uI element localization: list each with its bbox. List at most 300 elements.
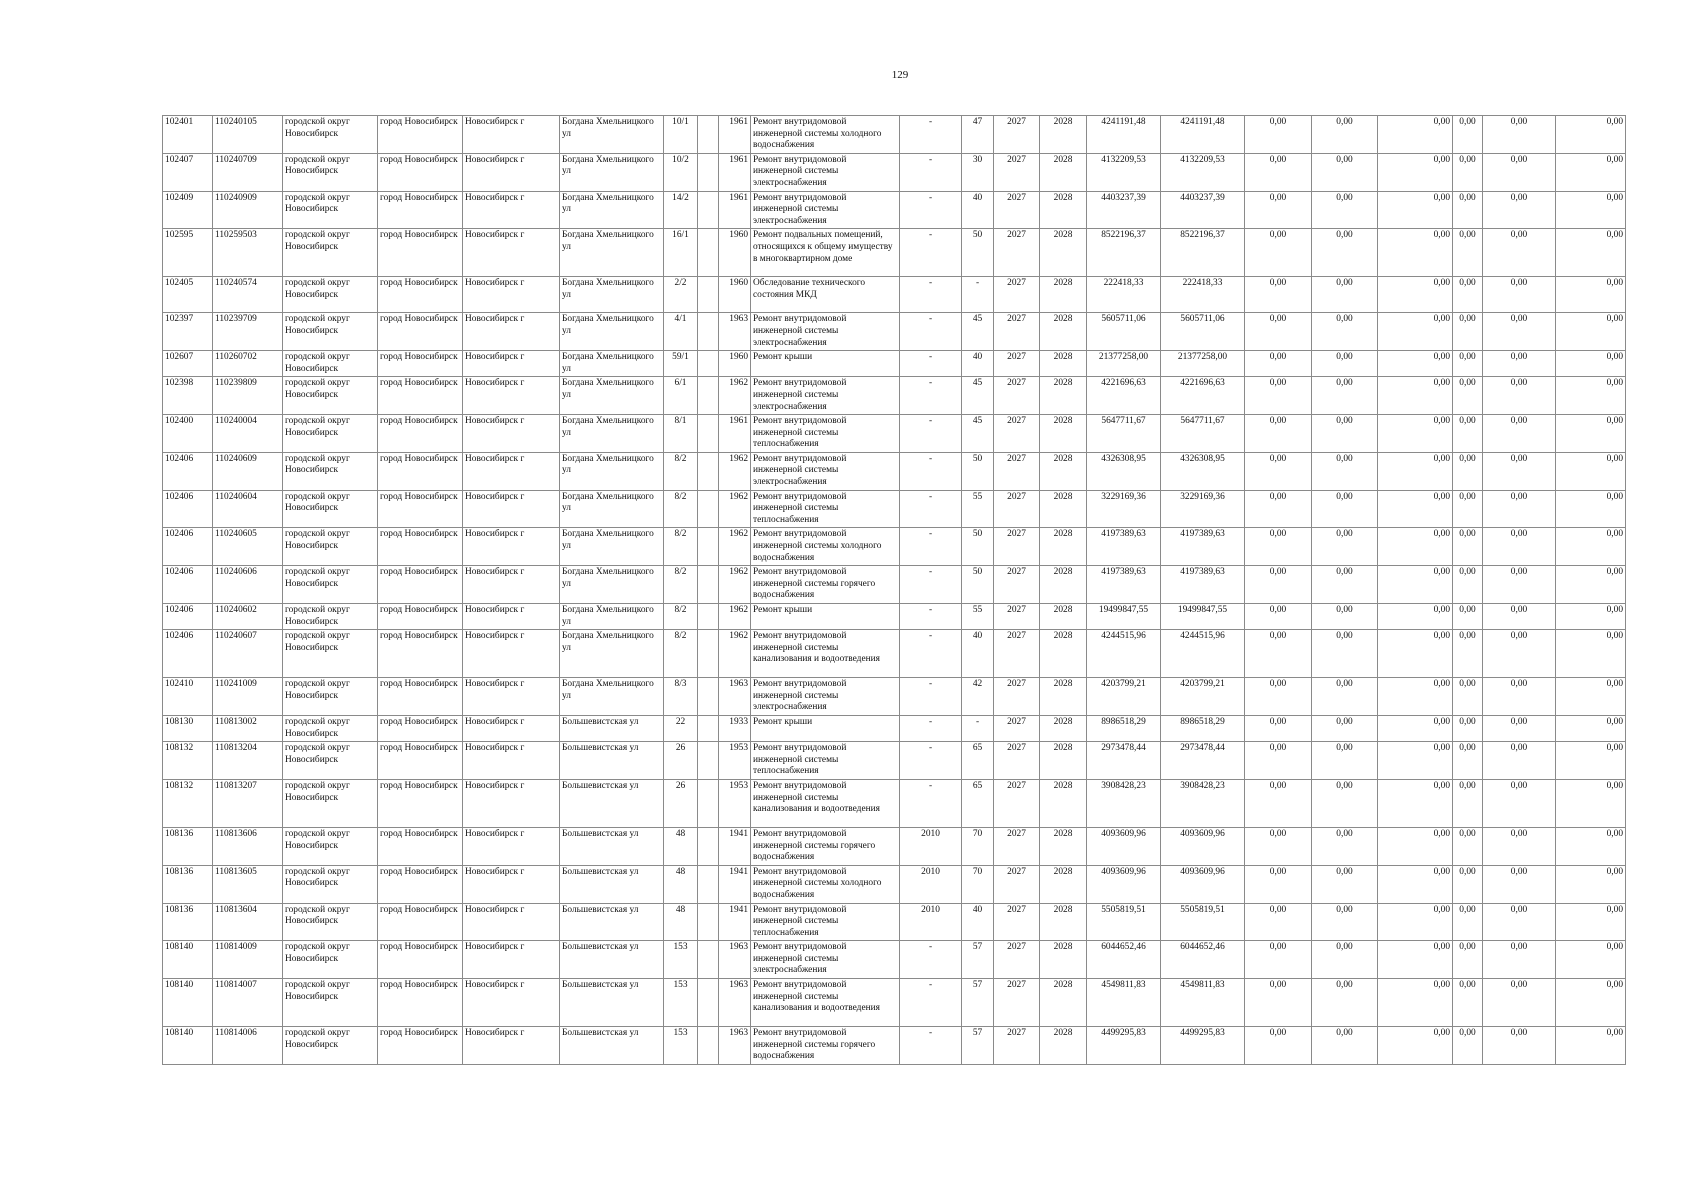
value-cell: 0,00 [1312,191,1378,229]
value-cell: 0,00 [1245,277,1312,313]
value-cell: 0,00 [1483,865,1556,903]
value-cell: 0,00 [1378,116,1453,154]
value-cell: 0,00 [1556,277,1626,313]
extra-cell [698,153,719,191]
value-cell: 0,00 [1245,715,1312,741]
value-cell: 0,00 [1556,742,1626,780]
table-row [163,277,1626,313]
start-year-cell: 2027 [994,604,1040,630]
renovation-year-cell: - [900,742,962,780]
value-cell: 0,00 [1453,678,1483,716]
table-row [163,779,1626,827]
extra-cell [698,865,719,903]
record-code-cell: 110813002 [213,715,283,741]
house-id-cell: 102406 [163,604,213,630]
table-row [163,903,1626,941]
value-cell: 0,00 [1378,490,1453,528]
wear-cell: 45 [962,377,994,415]
house-number-cell: 8/2 [664,604,698,630]
work-type-cell: Ремонт внутридомовой инженерной системы горячего водоснабжения [751,1027,900,1065]
value-cell: 0,00 [1556,229,1626,277]
record-code-cell: 110240607 [213,630,283,678]
extra-cell [698,377,719,415]
wear-cell: 50 [962,452,994,490]
street-cell: Богдана Хмельницкого ул [560,153,664,191]
value-cell: 0,00 [1312,313,1378,351]
house-id-cell: 102400 [163,415,213,453]
value-cell: 0,00 [1245,452,1312,490]
total-cost-cell: 4221696,63 [1087,377,1161,415]
wear-cell: 30 [962,153,994,191]
total-cost-cell: 5605711,06 [1087,313,1161,351]
wear-cell: 42 [962,678,994,716]
value-cell: 0,00 [1378,229,1453,277]
value-cell: 0,00 [1483,277,1556,313]
street-cell: Большевистская ул [560,941,664,979]
work-type-cell: Обследование технического состояния МКД [751,277,900,313]
renovation-year-cell: - [900,490,962,528]
fund-cost-cell: 8522196,37 [1161,229,1245,277]
value-cell: 0,00 [1453,351,1483,377]
value-cell: 0,00 [1378,191,1453,229]
house-number-cell: 153 [664,941,698,979]
work-type-cell: Ремонт внутридомовой инженерной системы электроснабжения [751,678,900,716]
locality-cell: Новосибирск г [463,604,560,630]
total-cost-cell: 6044652,46 [1087,941,1161,979]
end-year-cell: 2028 [1040,865,1087,903]
value-cell: 0,00 [1378,865,1453,903]
district-cell: городской округ Новосибирск [283,351,378,377]
build-year-cell: 1963 [719,1027,751,1065]
record-code-cell: 110240909 [213,191,283,229]
table-row [163,153,1626,191]
district-cell: городской округ Новосибирск [283,277,378,313]
start-year-cell: 2027 [994,452,1040,490]
work-type-cell: Ремонт внутридомовой инженерной системы теплоснабжения [751,415,900,453]
build-year-cell: 1953 [719,779,751,827]
extra-cell [698,191,719,229]
extra-cell [698,715,719,741]
value-cell: 0,00 [1453,979,1483,1027]
value-cell: 0,00 [1483,827,1556,865]
city-cell: город Новосибирск [378,903,463,941]
house-number-cell: 8/2 [664,630,698,678]
street-cell: Большевистская ул [560,903,664,941]
value-cell: 0,00 [1312,630,1378,678]
value-cell: 0,00 [1453,604,1483,630]
wear-cell: 57 [962,1027,994,1065]
value-cell: 0,00 [1378,277,1453,313]
end-year-cell: 2028 [1040,604,1087,630]
total-cost-cell: 21377258,00 [1087,351,1161,377]
build-year-cell: 1960 [719,229,751,277]
value-cell: 0,00 [1556,351,1626,377]
start-year-cell: 2027 [994,742,1040,780]
district-cell: городской округ Новосибирск [283,313,378,351]
renovation-year-cell: - [900,116,962,154]
value-cell: 0,00 [1556,528,1626,566]
build-year-cell: 1962 [719,452,751,490]
renovation-year-cell: - [900,377,962,415]
house-number-cell: 8/1 [664,415,698,453]
locality-cell: Новосибирск г [463,277,560,313]
record-code-cell: 110814007 [213,979,283,1027]
city-cell: город Новосибирск [378,415,463,453]
value-cell: 0,00 [1312,566,1378,604]
locality-cell: Новосибирск г [463,116,560,154]
value-cell: 0,00 [1556,903,1626,941]
street-cell: Богдана Хмельницкого ул [560,528,664,566]
value-cell: 0,00 [1453,941,1483,979]
district-cell: городской округ Новосибирск [283,116,378,154]
value-cell: 0,00 [1245,153,1312,191]
street-cell: Богдана Хмельницкого ул [560,313,664,351]
value-cell: 0,00 [1312,490,1378,528]
locality-cell: Новосибирск г [463,903,560,941]
value-cell: 0,00 [1483,116,1556,154]
work-type-cell: Ремонт внутридомовой инженерной системы электроснабжения [751,941,900,979]
value-cell: 0,00 [1312,229,1378,277]
work-type-cell: Ремонт внутридомовой инженерной системы электроснабжения [751,452,900,490]
table-row [163,415,1626,453]
district-cell: городской округ Новосибирск [283,415,378,453]
record-code-cell: 110240605 [213,528,283,566]
build-year-cell: 1963 [719,313,751,351]
value-cell: 0,00 [1245,903,1312,941]
locality-cell: Новосибирск г [463,678,560,716]
value-cell: 0,00 [1245,415,1312,453]
table-row [163,229,1626,277]
fund-cost-cell: 3908428,23 [1161,779,1245,827]
value-cell: 0,00 [1556,630,1626,678]
work-type-cell: Ремонт крыши [751,715,900,741]
extra-cell [698,979,719,1027]
value-cell: 0,00 [1453,827,1483,865]
value-cell: 0,00 [1556,452,1626,490]
house-id-cell: 102405 [163,277,213,313]
district-cell: городской округ Новосибирск [283,779,378,827]
build-year-cell: 1962 [719,604,751,630]
value-cell: 0,00 [1556,678,1626,716]
table-row [163,827,1626,865]
value-cell: 0,00 [1312,827,1378,865]
value-cell: 0,00 [1453,865,1483,903]
value-cell: 0,00 [1453,528,1483,566]
house-id-cell: 102406 [163,630,213,678]
table-row [163,116,1626,154]
house-id-cell: 108136 [163,827,213,865]
locality-cell: Новосибирск г [463,566,560,604]
value-cell: 0,00 [1312,528,1378,566]
value-cell: 0,00 [1312,351,1378,377]
total-cost-cell: 222418,33 [1087,277,1161,313]
house-number-cell: 14/2 [664,191,698,229]
value-cell: 0,00 [1556,153,1626,191]
extra-cell [698,528,719,566]
record-code-cell: 110814006 [213,1027,283,1065]
build-year-cell: 1941 [719,865,751,903]
value-cell: 0,00 [1453,715,1483,741]
table-row [163,351,1626,377]
city-cell: город Новосибирск [378,153,463,191]
city-cell: город Новосибирск [378,229,463,277]
house-id-cell: 108136 [163,903,213,941]
extra-cell [698,1027,719,1065]
value-cell: 0,00 [1483,191,1556,229]
fund-cost-cell: 4197389,63 [1161,566,1245,604]
street-cell: Богдана Хмельницкого ул [560,566,664,604]
record-code-cell: 110813604 [213,903,283,941]
street-cell: Богдана Хмельницкого ул [560,191,664,229]
record-code-cell: 110240574 [213,277,283,313]
value-cell: 0,00 [1312,277,1378,313]
district-cell: городской округ Новосибирск [283,827,378,865]
renovation-year-cell: - [900,979,962,1027]
district-cell: городской округ Новосибирск [283,715,378,741]
value-cell: 0,00 [1453,903,1483,941]
value-cell: 0,00 [1312,742,1378,780]
house-number-cell: 26 [664,742,698,780]
start-year-cell: 2027 [994,630,1040,678]
table-row [163,490,1626,528]
work-type-cell: Ремонт внутридомовой инженерной системы электроснабжения [751,377,900,415]
total-cost-cell: 4197389,63 [1087,528,1161,566]
value-cell: 0,00 [1312,979,1378,1027]
house-number-cell: 10/2 [664,153,698,191]
start-year-cell: 2027 [994,779,1040,827]
value-cell: 0,00 [1453,742,1483,780]
house-id-cell: 102409 [163,191,213,229]
fund-cost-cell: 4197389,63 [1161,528,1245,566]
value-cell: 0,00 [1312,903,1378,941]
value-cell: 0,00 [1378,630,1453,678]
locality-cell: Новосибирск г [463,941,560,979]
renovation-year-cell: - [900,715,962,741]
total-cost-cell: 4499295,83 [1087,1027,1161,1065]
city-cell: город Новосибирск [378,979,463,1027]
value-cell: 0,00 [1483,490,1556,528]
renovation-year-cell: 2010 [900,865,962,903]
value-cell: 0,00 [1378,678,1453,716]
extra-cell [698,903,719,941]
total-cost-cell: 4093609,96 [1087,865,1161,903]
work-type-cell: Ремонт крыши [751,604,900,630]
city-cell: город Новосибирск [378,865,463,903]
value-cell: 0,00 [1483,351,1556,377]
value-cell: 0,00 [1245,742,1312,780]
extra-cell [698,779,719,827]
fund-cost-cell: 4093609,96 [1161,865,1245,903]
wear-cell: 70 [962,865,994,903]
value-cell: 0,00 [1453,566,1483,604]
house-id-cell: 102607 [163,351,213,377]
street-cell: Богдана Хмельницкого ул [560,229,664,277]
total-cost-cell: 4403237,39 [1087,191,1161,229]
work-type-cell: Ремонт внутридомовой инженерной системы холодного водоснабжения [751,116,900,154]
value-cell: 0,00 [1378,779,1453,827]
record-code-cell: 110240604 [213,490,283,528]
locality-cell: Новосибирск г [463,979,560,1027]
value-cell: 0,00 [1245,191,1312,229]
extra-cell [698,415,719,453]
total-cost-cell: 3908428,23 [1087,779,1161,827]
wear-cell: 50 [962,229,994,277]
city-cell: город Новосибирск [378,528,463,566]
renovation-year-cell: - [900,452,962,490]
wear-cell: 50 [962,566,994,604]
value-cell: 0,00 [1245,604,1312,630]
street-cell: Большевистская ул [560,715,664,741]
value-cell: 0,00 [1483,415,1556,453]
record-code-cell: 110239809 [213,377,283,415]
fund-cost-cell: 4326308,95 [1161,452,1245,490]
build-year-cell: 1962 [719,630,751,678]
city-cell: город Новосибирск [378,604,463,630]
street-cell: Богдана Хмельницкого ул [560,452,664,490]
house-id-cell: 102407 [163,153,213,191]
table-row [163,742,1626,780]
fund-cost-cell: 6044652,46 [1161,941,1245,979]
extra-cell [698,941,719,979]
renovation-year-cell: - [900,779,962,827]
city-cell: город Новосибирск [378,715,463,741]
wear-cell: 55 [962,604,994,630]
record-code-cell: 110240004 [213,415,283,453]
locality-cell: Новосибирск г [463,452,560,490]
end-year-cell: 2028 [1040,116,1087,154]
value-cell: 0,00 [1556,377,1626,415]
start-year-cell: 2027 [994,153,1040,191]
start-year-cell: 2027 [994,277,1040,313]
locality-cell: Новосибирск г [463,351,560,377]
locality-cell: Новосибирск г [463,715,560,741]
end-year-cell: 2028 [1040,277,1087,313]
street-cell: Богдана Хмельницкого ул [560,415,664,453]
value-cell: 0,00 [1483,979,1556,1027]
renovation-year-cell: - [900,191,962,229]
locality-cell: Новосибирск г [463,191,560,229]
work-type-cell: Ремонт внутридомовой инженерной системы канализования и водоотведения [751,979,900,1027]
total-cost-cell: 19499847,55 [1087,604,1161,630]
value-cell: 0,00 [1245,827,1312,865]
value-cell: 0,00 [1453,229,1483,277]
city-cell: город Новосибирск [378,490,463,528]
value-cell: 0,00 [1378,452,1453,490]
street-cell: Большевистская ул [560,827,664,865]
house-id-cell: 108140 [163,1027,213,1065]
value-cell: 0,00 [1556,979,1626,1027]
house-number-cell: 153 [664,979,698,1027]
value-cell: 0,00 [1245,779,1312,827]
value-cell: 0,00 [1245,941,1312,979]
work-type-cell: Ремонт внутридомовой инженерной системы канализования и водоотведения [751,779,900,827]
street-cell: Большевистская ул [560,742,664,780]
extra-cell [698,604,719,630]
district-cell: городской округ Новосибирск [283,191,378,229]
end-year-cell: 2028 [1040,715,1087,741]
locality-cell: Новосибирск г [463,827,560,865]
fund-cost-cell: 4499295,83 [1161,1027,1245,1065]
city-cell: город Новосибирск [378,630,463,678]
value-cell: 0,00 [1483,779,1556,827]
start-year-cell: 2027 [994,979,1040,1027]
value-cell: 0,00 [1245,351,1312,377]
value-cell: 0,00 [1312,941,1378,979]
end-year-cell: 2028 [1040,678,1087,716]
record-code-cell: 110813207 [213,779,283,827]
value-cell: 0,00 [1453,452,1483,490]
city-cell: город Новосибирск [378,116,463,154]
total-cost-cell: 4326308,95 [1087,452,1161,490]
table-row [163,191,1626,229]
value-cell: 0,00 [1378,153,1453,191]
value-cell: 0,00 [1245,865,1312,903]
city-cell: город Новосибирск [378,678,463,716]
end-year-cell: 2028 [1040,377,1087,415]
house-id-cell: 102406 [163,528,213,566]
wear-cell: 65 [962,742,994,780]
house-id-cell: 102398 [163,377,213,415]
locality-cell: Новосибирск г [463,153,560,191]
value-cell: 0,00 [1378,313,1453,351]
fund-cost-cell: 4093609,96 [1161,827,1245,865]
fund-cost-cell: 4132209,53 [1161,153,1245,191]
fund-cost-cell: 19499847,55 [1161,604,1245,630]
extra-cell [698,452,719,490]
extra-cell [698,678,719,716]
value-cell: 0,00 [1556,313,1626,351]
district-cell: городской округ Новосибирск [283,742,378,780]
work-type-cell: Ремонт внутридомовой инженерной системы горячего водоснабжения [751,827,900,865]
value-cell: 0,00 [1245,229,1312,277]
city-cell: город Новосибирск [378,779,463,827]
extra-cell [698,351,719,377]
value-cell: 0,00 [1312,865,1378,903]
locality-cell: Новосибирск г [463,742,560,780]
value-cell: 0,00 [1483,452,1556,490]
extra-cell [698,313,719,351]
value-cell: 0,00 [1245,116,1312,154]
value-cell: 0,00 [1245,566,1312,604]
district-cell: городской округ Новосибирск [283,490,378,528]
end-year-cell: 2028 [1040,229,1087,277]
end-year-cell: 2028 [1040,827,1087,865]
value-cell: 0,00 [1483,528,1556,566]
work-type-cell: Ремонт внутридомовой инженерной системы холодного водоснабжения [751,528,900,566]
end-year-cell: 2028 [1040,979,1087,1027]
city-cell: город Новосибирск [378,351,463,377]
start-year-cell: 2027 [994,415,1040,453]
work-type-cell: Ремонт внутридомовой инженерной системы электроснабжения [751,153,900,191]
start-year-cell: 2027 [994,865,1040,903]
street-cell: Большевистская ул [560,979,664,1027]
value-cell: 0,00 [1245,1027,1312,1065]
fund-cost-cell: 5647711,67 [1161,415,1245,453]
end-year-cell: 2028 [1040,903,1087,941]
table-row [163,566,1626,604]
build-year-cell: 1961 [719,153,751,191]
locality-cell: Новосибирск г [463,865,560,903]
wear-cell: 40 [962,351,994,377]
work-type-cell: Ремонт внутридомовой инженерной системы электроснабжения [751,313,900,351]
locality-cell: Новосибирск г [463,630,560,678]
house-number-cell: 59/1 [664,351,698,377]
end-year-cell: 2028 [1040,779,1087,827]
value-cell: 0,00 [1453,191,1483,229]
value-cell: 0,00 [1312,604,1378,630]
value-cell: 0,00 [1556,865,1626,903]
build-year-cell: 1963 [719,979,751,1027]
